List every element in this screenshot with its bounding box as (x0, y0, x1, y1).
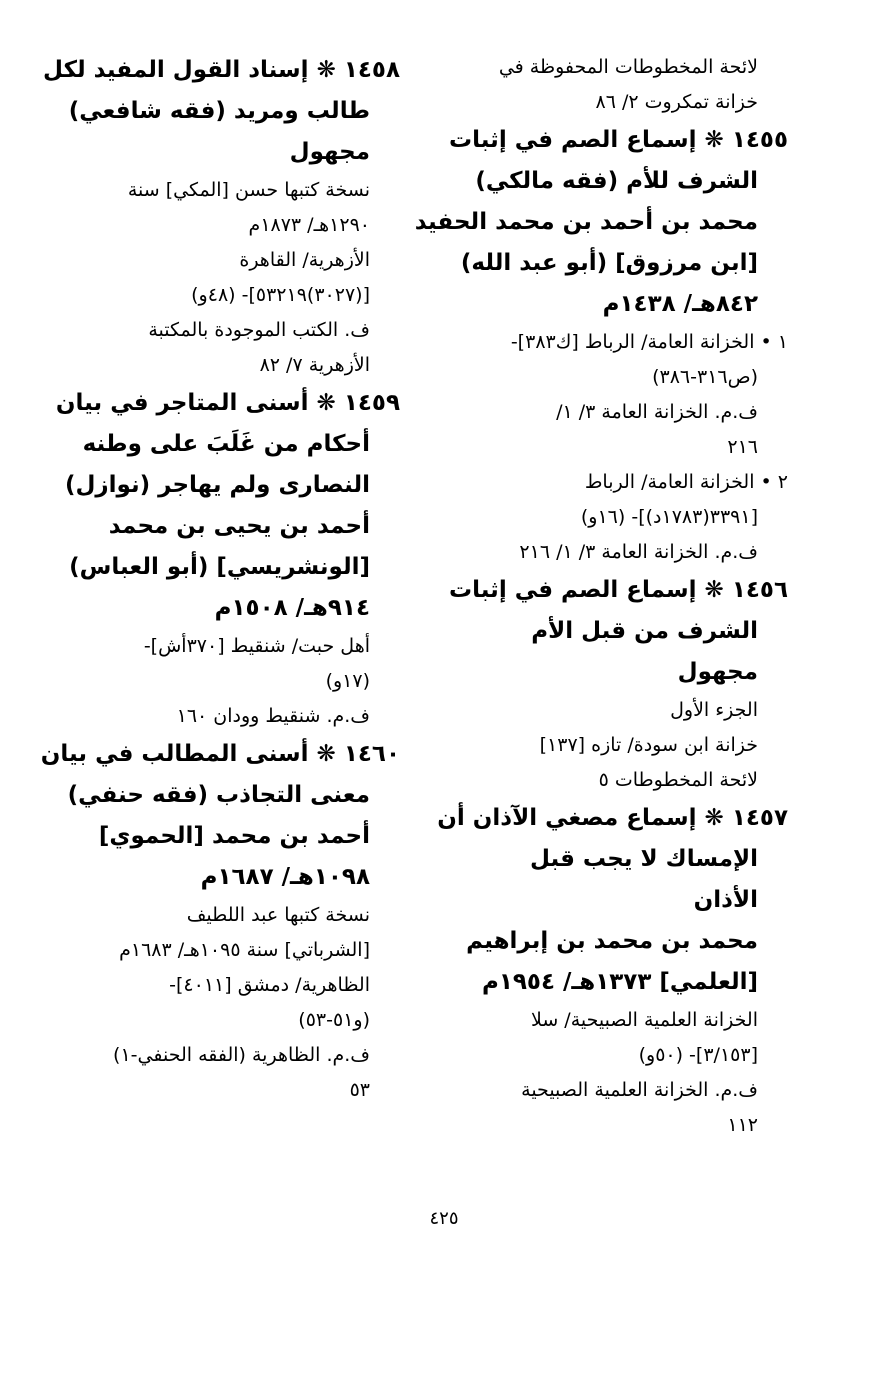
entry-detail-line: ف.م. الخزانة العلمية الصبيحية (521, 1079, 758, 1101)
entry-heading-line: [ابن مرزوق] (أبو عبد الله) (460, 250, 758, 276)
entry-detail-line: ١١٢ (727, 1114, 758, 1136)
right-column (414, 50, 788, 1143)
entry-detail-line: خزانة تمكروت ٢/ ٨٦ (595, 91, 758, 113)
page-number: ٤٢٥ (429, 1208, 459, 1229)
entry-heading-line: أحكام من غَلَبَ على وطنه (82, 431, 370, 457)
entry-detail-line: ١ • الخزانة العامة/ الرباط [ك٣٨٣]- (510, 331, 788, 353)
entry-detail-line: (و٥١-٥٣) (298, 1009, 370, 1031)
entry-detail-line: نسخة كتبها عبد اللطيف (186, 904, 370, 926)
entry-heading-line: ٩١٤هـ/ ١٥٠٨م (214, 595, 370, 621)
entry-detail-line: ف. الكتب الموجودة بالمكتبة (148, 319, 370, 341)
entry-detail-line: الجزء الأول (670, 699, 758, 721)
entry-heading-line: ٨٤٢هـ/ ١٤٣٨م (602, 291, 758, 317)
entry-detail-line: الأزهرية ٧/ ٨٢ (259, 354, 370, 376)
entry-heading-line: ١٤٥٨ ❋ إسناد القول المفيد لكل (43, 57, 400, 83)
entry-detail-line: [٣/١٥٣]- (٥٠و) (638, 1044, 758, 1066)
entry-heading-line: الإمساك لا يجب قبل (529, 846, 758, 872)
entry-heading-line: [الونشريسي] (أبو العباس) (69, 554, 370, 580)
entry-heading-line: معنى التجاذب (فقه حنفي) (67, 782, 370, 808)
entry-detail-line: خزانة ابن سودة/ تازه [١٣٧] (539, 734, 758, 756)
entry-heading-line: [العلمي] ١٣٧٣هـ/ ١٩٥٤م (481, 969, 758, 995)
entry-detail-line: لائحة المخطوطات المحفوظة في (498, 56, 758, 78)
entry-detail-line: ٥٣ (349, 1079, 370, 1101)
entry-heading-line: ١٠٩٨هـ/ ١٦٨٧م (200, 864, 370, 890)
left-column (40, 50, 400, 1108)
entry-detail-line: ١٢٩٠هـ/ ١٨٧٣م (248, 214, 370, 236)
entry-detail-line: [(٣٠٢٧)٥٣٢١٩]- (٤٨و) (191, 284, 370, 306)
entry-detail-line: ف.م. الظاهرية (الفقه الحنفي-١) (113, 1044, 370, 1066)
entry-heading-line: الشرف من قبل الأم (531, 618, 758, 644)
entry-heading-line: محمد بن أحمد بن محمد الحفيد (414, 209, 758, 235)
entry-detail-line: لائحة المخطوطات ٥ (598, 769, 758, 791)
entry-detail-line: نسخة كتبها حسن [المكي] سنة (127, 179, 370, 201)
entry-detail-line: [الشرباتي] سنة ١٠٩٥هـ/ ١٦٨٣م (119, 939, 370, 961)
entry-heading-line: أحمد بن محمد [الحموي] (98, 823, 370, 849)
entry-detail-line: (ص٣١٦-٣٨٦) (652, 366, 758, 388)
entry-detail-line: أهل حبت/ شنقيط [٣٧٠أش]- (143, 635, 370, 657)
entry-heading-line: ١٤٥٧ ❋ إسماع مصغي الآذان أن (437, 805, 788, 831)
entry-heading-line: طالب ومريد (فقه شافعي) (68, 98, 370, 124)
entry-heading-line: ١٤٥٩ ❋ أسنى المتاجر في بيان (55, 390, 400, 416)
entry-detail-line: [٣٣٩١(١٧٨٣د)]- (١٦و) (580, 506, 758, 528)
entry-heading-line: مجهول (677, 659, 758, 685)
entry-heading-line: الأذان (693, 887, 758, 913)
entry-heading-line: الشرف للأم (فقه مالكي) (475, 168, 758, 194)
entry-heading-line: النصارى ولم يهاجر (نوازل) (64, 472, 370, 498)
entry-heading-line: مجهول (289, 139, 370, 165)
entry-detail-line: ف.م. الخزانة العامة ٣/ ١/ ٢١٦ (519, 541, 758, 563)
entry-detail-line: ٢ • الخزانة العامة/ الرباط (584, 471, 788, 493)
entry-heading-line: محمد بن محمد بن إبراهيم (466, 928, 758, 954)
entry-detail-line: الأزهرية/ القاهرة (239, 249, 370, 271)
entry-detail-line: (١٧و) (325, 670, 370, 692)
entry-detail-line: ف.م. شنقيط وودان ١٦٠ (176, 705, 370, 727)
entry-detail-line: ف.م. الخزانة العامة ٣/ ١/ (556, 401, 758, 423)
entry-detail-line: الخزانة العلمية الصبيحية/ سلا (531, 1009, 758, 1031)
entry-heading-line: ١٤٥٦ ❋ إسماع الصم في إثبات (449, 577, 788, 603)
entry-detail-line: الظاهرية/ دمشق [٤٠١١]- (169, 974, 370, 996)
entry-heading-line: ١٤٥٥ ❋ إسماع الصم في إثبات (449, 127, 788, 153)
entry-heading-line: ١٤٦٠ ❋ أسنى المطالب في بيان (40, 741, 400, 767)
entry-heading-line: أحمد بن يحيى بن محمد (108, 513, 370, 539)
entry-detail-line: ٢١٦ (727, 436, 758, 458)
